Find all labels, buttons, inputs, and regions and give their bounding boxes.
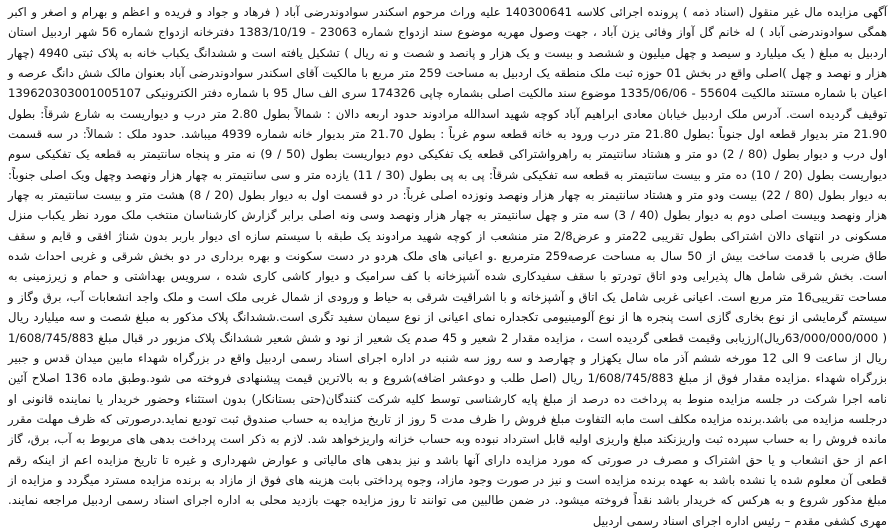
auction-notice-text: آگهی مزایده مال غیر منقول (اسناد ذمه ) پرونده اجرائی کلاسه 140300641 علیه وراث مرحوم اسکندر سوادوندرضی آباد ( فرهاد و جواد و فریده و اعظم و بهرام و اصغر و اکبر همگی سوادوندرضی آباد ) له خانم گل آواز وفائی یزن آباد ، جهت وصول مهریه موضوع سند ازدواج شماره 23063 - 1383/10/19 دفترخانه ازدواج شماره 56 شهر اردبیل استان اردبیل به مبلغ ( یک میلیارد و سیصد و چهل میلیون و ششصد و بیست و یک هزار و پانصد و شصت و نه ریال ) تشکیل یافته است و ششدانگ یکباب خانه به پلاک ثبتی 4940 (چهار هزار و نهصد و چهل )اصلی واقع در بخش 01 حوزه ثبت ملک منطقه یک اردبیل به مساحت 259 متر مربع با مالکیت آقای اسکندر سوادوندرضی آباد بعنوان مالک شش دانگ عرصه و اعیان با شماره مستند مالکیت 55604 - 1335/06/06 موضوع سند مالکیت اصلی بشماره چاپی 174326 سری الف سال 95 با شماره دفتر الکترونیکی 139620303001005107 توقیف گردیده است. آدرس ملک اردبیل خیابان معادی ابراهیم آباد کوچه شهید اسدالله مرادوند حدود اربعه دالان : شمالاً بطول 2.80 متر درب و دیواریست به شارع شرقاً: بطول 21.90 متر بدیوار قطعه اول جنوباً :بطول 21.80 متر درب ورود به خانه قطعه سوم غرباً : بطول 21.70 متر بدیوار خانه شماره 4939 میباشد. حدود ملک : شمالاً: در سه قسمت اول درب و دیوار بطول (80 / 2) دو متر و هشتاد سانتیمتر به راهرواشتراکی قطعه یک تفکیکی دوم دیواریست بطول (50 / 9) نه متر و پنجاه سانتیمتر به قطعه یک تفکیکی سوم دیواریست بطول (20 / 10) ده متر و بیست سانتیمتر به قطعه سه تفکیکی شرقاً: پی به پی بطول (30 / 11) یازده متر و سی سانتیمتر به چهار هزار ونهصد وچهل ویک اصلی جنوباً: به دیوار بطول (80 / 22) بیست ودو متر و هشتاد سانتیمتر به چهار هزار ونهصد ونوزده اصلی غرباً: در دو قسمت اول به دیوار بطول (20 / 8) هشت متر و بیست سانتیمتر به چهار هزار ونهصد وبیست اصلی دوم به دیوار بطول (40 / 3) سه متر و چهل سانتیمتر به چهار هزار ونهصد وسی ونه اصلی برابر گزارش کارشناسان منتخب ملک مورد نظر یکباب منزل مسکونی در انتهای دالان اشتراکی بطول تقریبی 22متر و عرض2/8 متر منشعب از کوچه شهید مرادوند یک طبقه با سیستم سازه ای دیوار باربر بدون شناژ افقی و قایم و سقف طاق ضربی با قدمت ساخت بیش از 50 سال به مساحت عرصه259 مترمربع .و اعیانی های ملک هردو در دست سکونت و بهره برداری در دو بخش شرقی و غربی احداث شده است. بخش شرقی شامل هال پذیرایی ودو اتاق تودرتو با سقف سفیدکاری شده آشپزخانه با کف سرامیک و دیوار کاشی کاری شده ، سرویس بهداشتی و حمام و زیرزمینی به مساحت تقریبی16 متر مربع است. اعیانی غربی شامل یک اتاق و آشپزخانه و با اشراقیت شرقی به حیاط و ورودی از شمال غربی ملک است و ملک واجد انشعابات آب، برق وگاز و سیستم گرمایشی از نوع بخاری گازی است پنجره ها از نوع آلومینیومی تکجداره نمای اعیانی از نوع سیمان سفید تگری است.ششدانگ پلاک مذکور به مبلغ شصت و سه میلیارد ریال ( 63/000/000/000ریال)ارزیابی وقیمت قطعی گردیده است ، مزایده مقدار 2 شعیر و 45 صدم یک شعیر از نود و شش شعیر ششدانگ پلاک مزبور در قبال مبلغ 1/608/745/883 ریال از ساعت 9 الی 12 مورخه ششم آذر ماه سال یکهزار و چهارصد و سه روز سه شنبه در اداره اجرای اسناد رسمی اردبیل واقع در بزرگراه شهداء مابین میدان قدس و جبیر بزرگراه شهداء .مزایده مقدار فوق از مبلغ 1/608/745/883 ریال (اصل طلب و دوعشر اضافه)شروع و به بالاترین قیمت پیشنهادی فروخته می شود.وطبق ماده 136 اصلاح آئین نامه اجرا شرکت در جلسه مزایده منوط به پرداخت ده درصد از مبلغ پایه کارشناسی توسط کلیه شرکت کنندگان(حتی بستانکار) بدون استثناء وحضور خریدار یا نماینده قانونی او درجلسه مزایده می باشد.برنده مزایده مکلف است مابه التفاوت مبلغ فروش را ظرف مدت 5 روز از تاریخ مزایده به حساب صندوق ثبت تودیع نماید.درصورتی که ظرف مهلت مقرر مانده فروش را به حساب سپرده ثبت واریزنکند مبلغ واریزی اولیه قابل استرداد نبوده وبه حساب خزانه واریزخواهد شد. لازم به ذکر است پرداخت بدهی های مربوط به آب، برق، گاز اعم از حق انشعاب و یا حق اشتراک و مصرف در صورتی که مورد مزایده دارای آنها باشد و نیز بدهی های مالیاتی و عوارض شهرداری و غیره تا تاریخ مزایده اعم از اینکه رقم قطعی آن معلوم شده یا نشده باشد به عهده برنده مزایده است و نیز در صورت وجود مازاد، وجوه پرداختی بابت هزینه های فوق از مازاد به برنده مزایده مسترد میگردد و مزایده از مبلغ مذکور شروع و به هرکس که خریدار باشد نقداً فروخته میشود. در ضمن طالبین می توانند تا روز مزایده جهت بازدید محلی به اداره اجرای اسناد رسمی اردبیل مراجعه نمایند. مهری کشفی مقدم – رئیس اداره اجرای اسناد رسمی اردبیل (8, 5, 888, 528)
